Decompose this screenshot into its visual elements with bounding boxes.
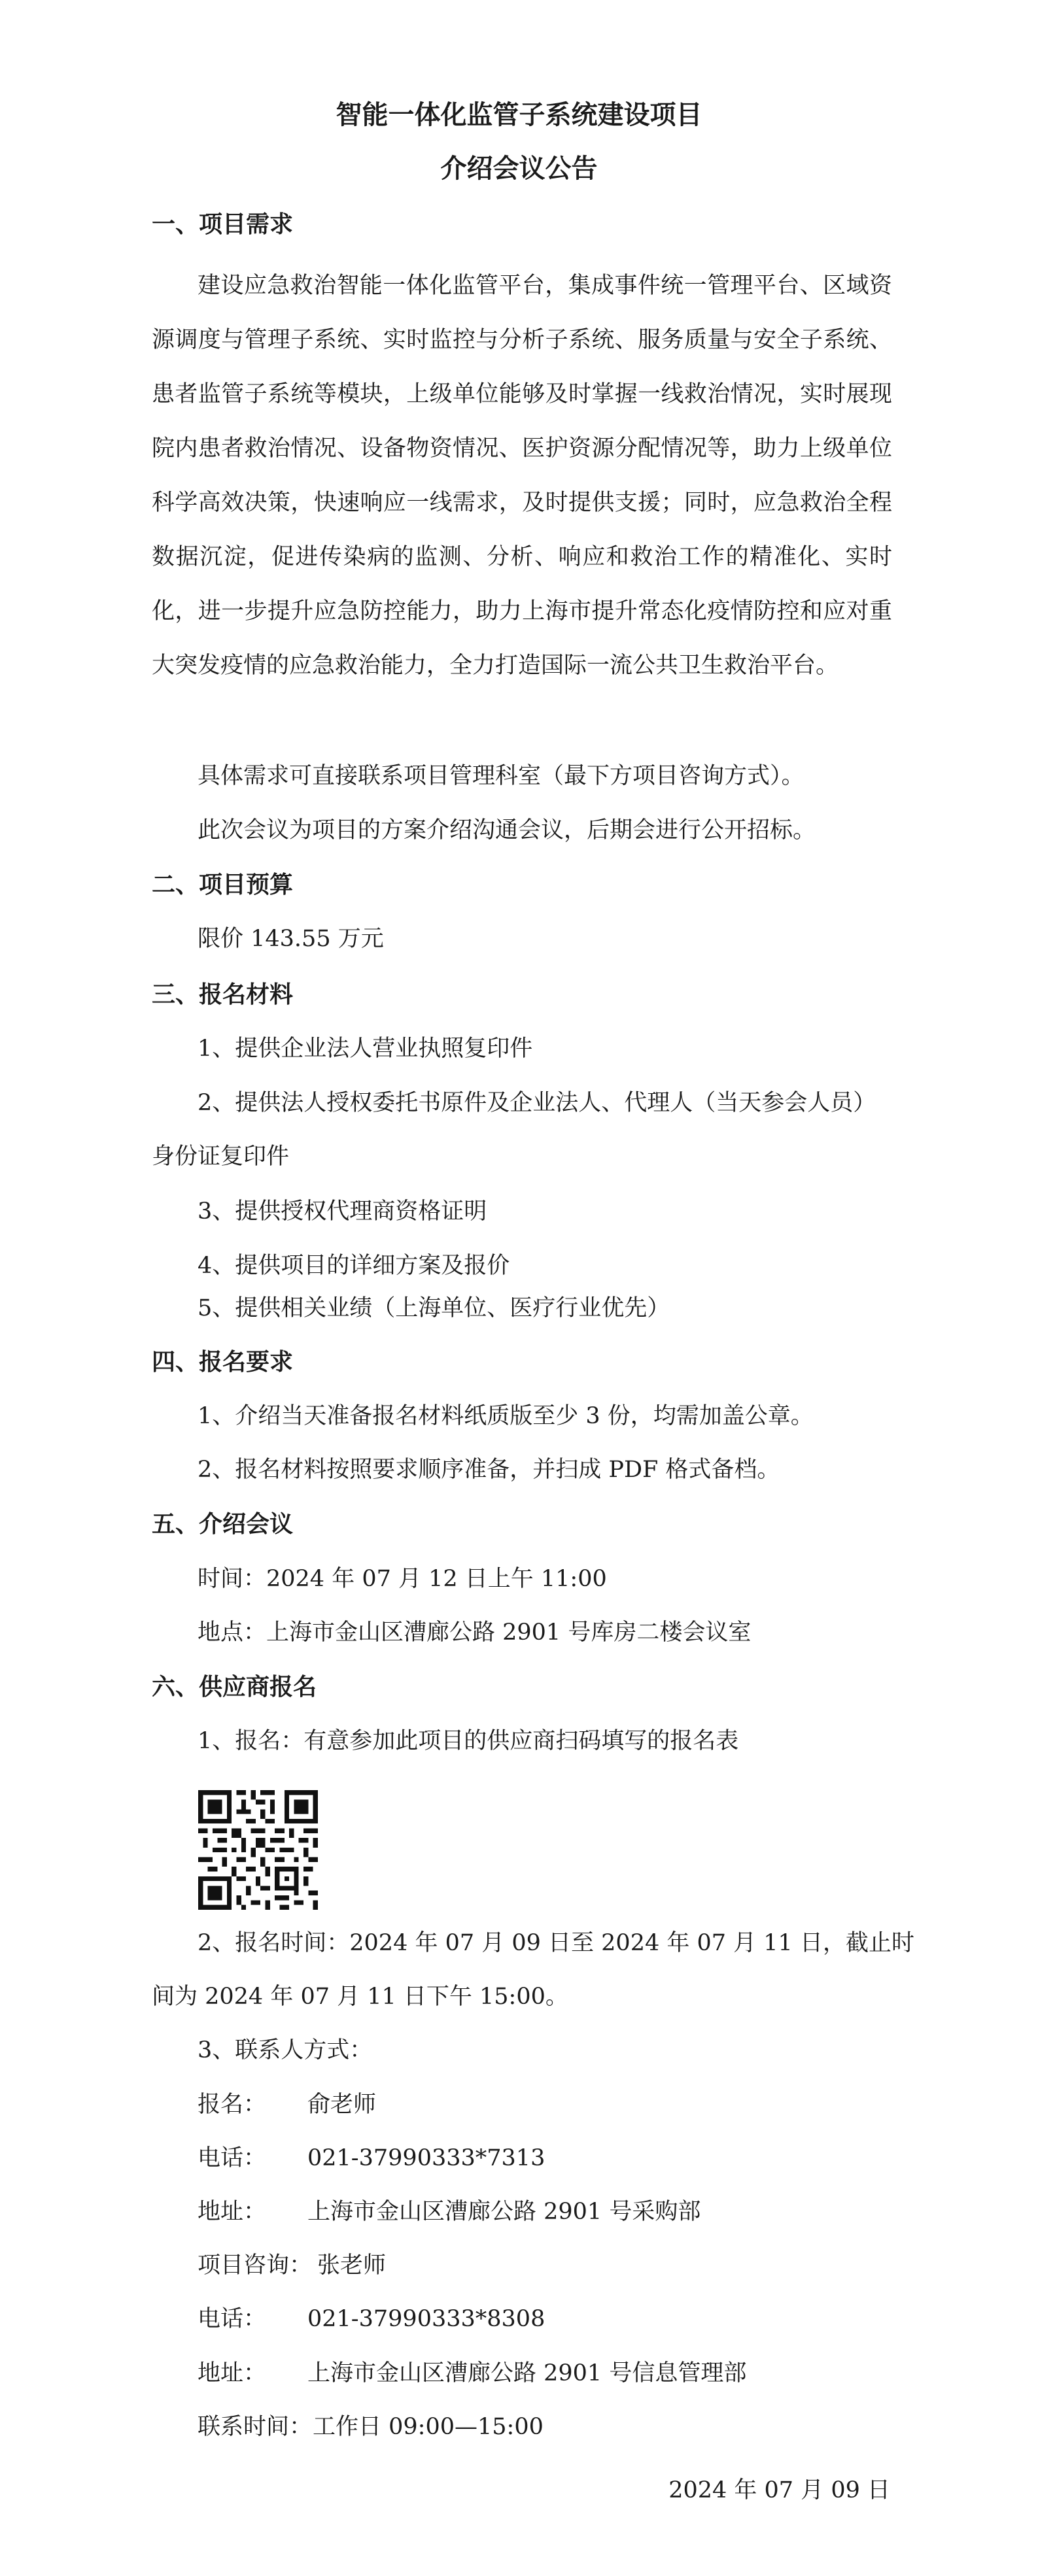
contact-hours-value: 工作日 09:00—15:00 (313, 2414, 544, 2440)
announcement-date: 2024 年 07 月 09 日 (668, 2477, 890, 2503)
doc-title-line2: 介绍会议公告 (440, 153, 598, 184)
registration-item-2: 2、报名时间：2024 年 07 月 09 日至 2024 年 07 月 11 日，截止时 (198, 1930, 914, 1956)
contact-phone-label: 电话： (198, 2145, 267, 2171)
contact-registration-value: 俞老师 (307, 2092, 377, 2118)
consult-phone-value: 021-37990333*8308 (307, 2306, 545, 2332)
requirements-meeting-note: 此次会议为项目的方案介绍沟通会议，后期会进行公开招标。 (198, 817, 816, 843)
section-heading-requirements: 一、项目需求 (152, 211, 294, 238)
section-heading-budget: 二、项目预算 (152, 871, 294, 898)
doc-title-line1: 智能一体化监管子系统建设项目 (336, 99, 702, 130)
materials-item-3: 3、提供授权代理商资格证明 (198, 1198, 487, 1225)
section-heading-materials: 三、报名材料 (152, 981, 294, 1008)
consult-value: 张老师 (317, 2252, 387, 2279)
contact-phone-value: 021-37990333*7313 (307, 2145, 545, 2171)
requirements-item-2: 2、报名材料按照要求顺序准备，并扫成 PDF 格式备档。 (198, 1457, 780, 1483)
registration-item-1: 1、报名：有意参加此项目的供应商扫码填写的报名表 (198, 1728, 739, 1754)
materials-item-1: 1、提供企业法人营业执照复印件 (198, 1036, 533, 1062)
registration-qr-code[interactable] (198, 1790, 318, 1910)
requirements-paragraph: 建设应急救治智能一体化监管平台，集成事件统一管理平台、区域资源调度与管理子系统、实时监控与分析子系统、服务质量与安全子系统、患者监管子系统等模块，上级单位能够及时掌握一线救治情况，实时展现院内患者救治情况、设备物资情况、医护资源分配情况等，助力上级单位科学高效决策，快速响应一线需求，及时提供支援；同时，应急救治全程数据沉淀，促进传染病的监测、分析、响应和救治工作的精准化、实时化，进一步提升应急防控能力，助力上海市提升常态化疫情防控和应对重大突发疫情的应急救治能力，全力打造国际一流公共卫生救治平台。 (152, 273, 892, 679)
materials-item-5: 5、提供相关业绩（上海单位、医疗行业优先） (198, 1295, 670, 1321)
contact-hours-label: 联系时间： (198, 2414, 313, 2440)
registration-item-2-cont: 间为 2024 年 07 月 11 日下午 15:00。 (152, 1984, 568, 2010)
requirements-contact-note: 具体需求可直接联系项目管理科室（最下方项目咨询方式）。 (198, 763, 804, 789)
section-heading-meeting: 五、介绍会议 (152, 1510, 294, 1538)
materials-item-2-cont: 身份证复印件 (152, 1144, 290, 1170)
consult-address-value: 上海市金山区漕廊公路 2901 号信息管理部 (307, 2360, 747, 2386)
contact-address-label: 地址： (198, 2199, 267, 2225)
registration-item-3: 3、联系人方式： (198, 2037, 373, 2063)
contact-address-value: 上海市金山区漕廊公路 2901 号采购部 (307, 2199, 701, 2225)
budget-limit: 限价 143.55 万元 (198, 926, 384, 952)
contact-registration-label: 报名： (198, 2092, 267, 2118)
materials-item-4: 4、提供项目的详细方案及报价 (198, 1253, 510, 1279)
meeting-time: 时间：2024 年 07 月 12 日上午 11:00 (198, 1566, 607, 1592)
materials-item-2: 2、提供法人授权委托书原件及企业法人、代理人（当天参会人员） (198, 1090, 876, 1116)
requirements-item-1: 1、介绍当天准备报名材料纸质版至少 3 份，均需加盖公章。 (198, 1403, 814, 1429)
meeting-place: 地点：上海市金山区漕廊公路 2901 号库房二楼会议室 (198, 1619, 752, 1646)
consult-address-label: 地址： (198, 2360, 267, 2386)
section-heading-supplier-registration: 六、供应商报名 (152, 1673, 317, 1701)
consult-phone-label: 电话： (198, 2306, 267, 2332)
consult-label: 项目咨询： (198, 2252, 313, 2279)
section-heading-registration-requirements: 四、报名要求 (152, 1348, 294, 1376)
